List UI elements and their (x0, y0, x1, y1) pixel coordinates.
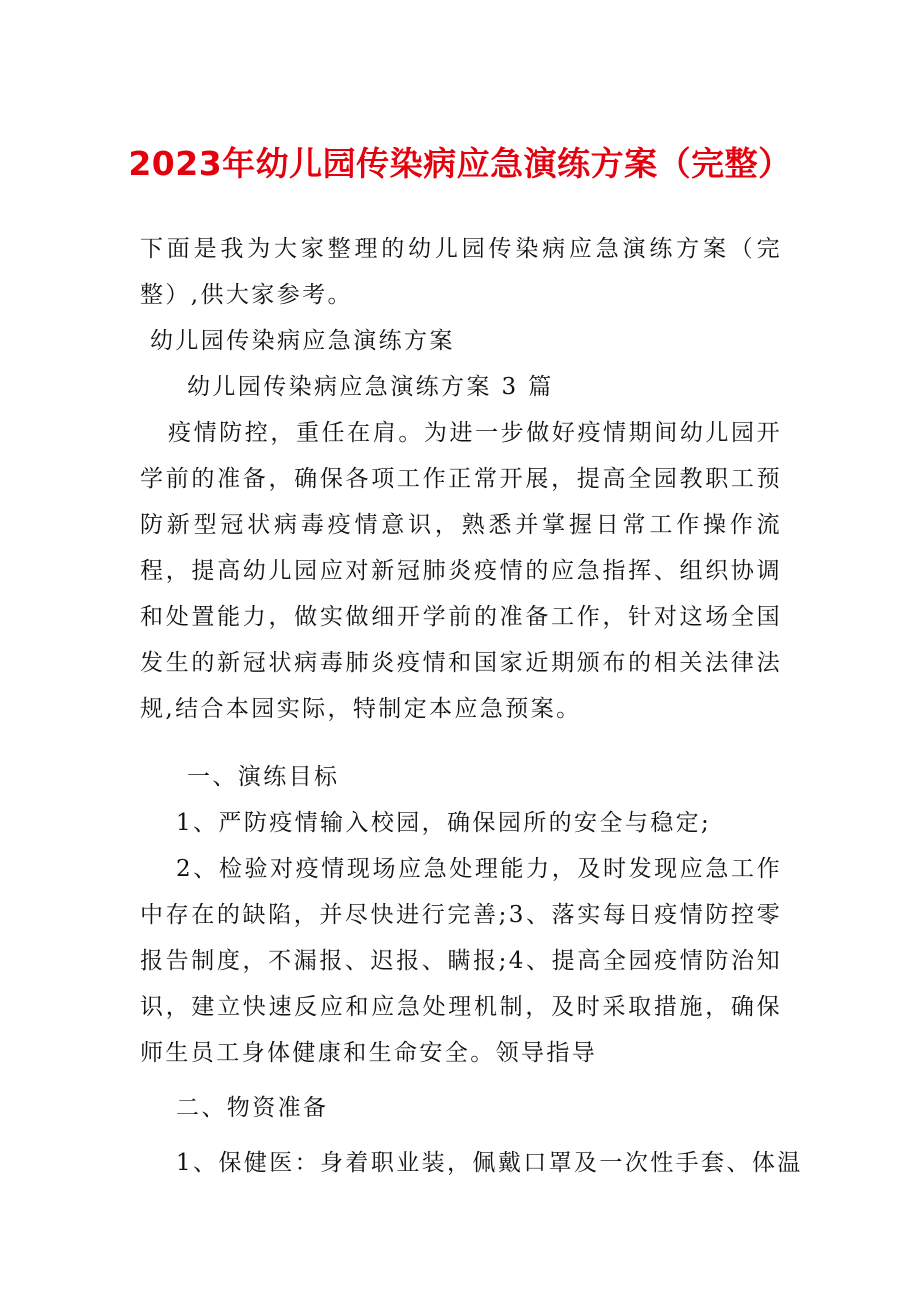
intro-paragraph: 下面是我为大家整理的幼儿园传染病应急演练方案（完整）,供大家参考。 (140, 236, 782, 308)
section2-item1: 1、保健医：身着职业装，佩戴口罩及一次性手套、体温 (176, 1150, 803, 1176)
section2-heading: 二、物资准备 (176, 1095, 329, 1121)
section1-item2: 2、检验对疫情现场应急处理能力，及时发现应急工作中存在的缺陷，并尽快进行完善;3、落实每日疫情防控零报告制度，不漏报、迟报、瞒报;4、提高全园疫情防治知识，建立快速反应和应急处理机制，及时采取措施，确保师生员工身体健康和生命安全。领导指导 (140, 856, 782, 1066)
section1-heading: 一、演练目标 (187, 764, 340, 790)
heading-sub: 幼儿园传染病应急演练方案 3 篇 (187, 374, 554, 400)
document-title: 2023年幼儿园传染病应急演练方案（完整） (128, 144, 792, 183)
heading-main: 幼儿园传染病应急演练方案 (150, 328, 455, 354)
background-paragraph: 疫情防控，重任在肩。为进一步做好疫情期间幼儿园开学前的准备，确保各项工作正常开展，提高全园教职工预防新型冠状病毒疫情意识，熟悉并掌握日常工作操作流程，提高幼儿园应对新冠肺炎疫情的应急指挥、组织协调和处置能力，做实做细开学前的准备工作，针对这场全国发生的新冠状病毒肺炎疫情和国家近期颁布的相关法律法规,结合本园实际，特制定本应急预案。 (140, 420, 782, 722)
section1-item1: 1、严防疫情输入校园，确保园所的安全与稳定; (176, 810, 712, 836)
